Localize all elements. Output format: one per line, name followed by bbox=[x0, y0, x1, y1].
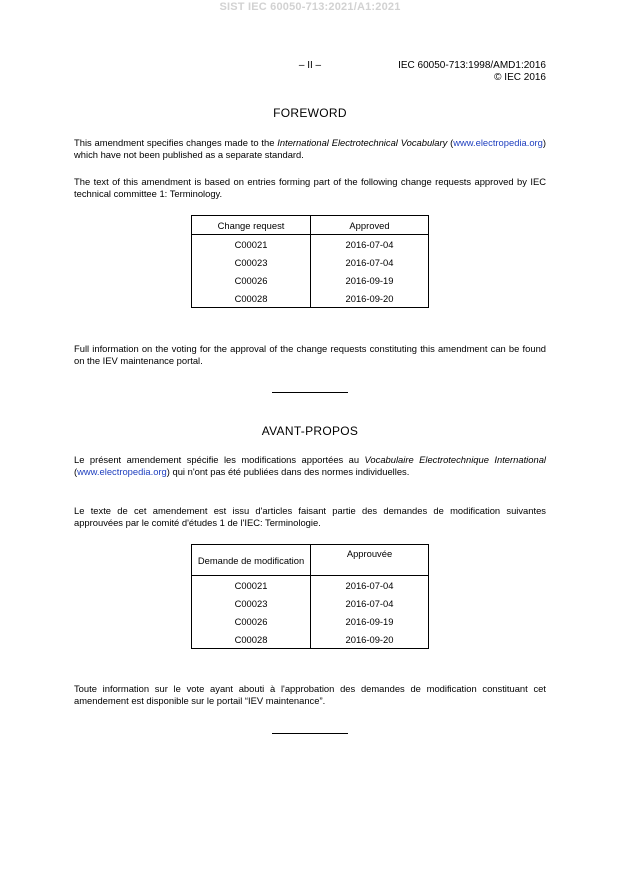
avant-propos-p1-tail: ) qui n'ont pas été publiées dans des normes individuelles. bbox=[166, 466, 410, 477]
table-row bbox=[192, 576, 429, 595]
section-divider bbox=[272, 733, 348, 734]
change-request-id: C00023 bbox=[192, 594, 311, 612]
watermark-text: SIST IEC 60050-713:2021/A1:2021 bbox=[219, 1, 401, 13]
foreword-paragraph-2: The text of this amendment is based on entries forming part of the following change requests approved by IEC technical committee 1: Terminology. bbox=[74, 176, 546, 199]
foreword-title: FOREWORD bbox=[273, 106, 347, 120]
table-row bbox=[192, 235, 429, 254]
table-row bbox=[192, 271, 429, 289]
avant-propos-paragraph-2: Le texte de cet amendement est issu d'articles faisant partie des demandes de modification suivantes approuvées par le comité d'études 1 de l'IEC: Terminologie. bbox=[74, 505, 546, 528]
change-request-id: C00026 bbox=[192, 612, 311, 630]
change-request-id: C00028 bbox=[192, 289, 311, 308]
change-request-id: C00021 bbox=[192, 235, 311, 254]
approval-date: 2016-07-04 bbox=[311, 594, 429, 612]
document-reference bbox=[398, 60, 546, 84]
avant-propos-paragraph-3: Toute information sur le vote ayant abouti à l'approbation des demandes de modification constituant cet amendement est disponible sur le portail “IEV maintenance”. bbox=[74, 683, 546, 706]
approval-date: 2016-07-04 bbox=[311, 253, 429, 271]
table-row bbox=[192, 630, 429, 649]
change-request-id: C00021 bbox=[192, 576, 311, 595]
foreword-p1-tail: ) which have not been published as a separate standard. bbox=[74, 137, 546, 160]
column-header-approuvee: Approuvée bbox=[311, 545, 429, 576]
column-header-change-request: Change request bbox=[192, 216, 311, 235]
section-divider bbox=[272, 392, 348, 393]
table-header-row bbox=[192, 216, 429, 235]
foreword-paragraph-3: Full information on the voting for the approval of the change requests constituting this amendment can be found on the IEV maintenance portal. bbox=[74, 343, 546, 366]
change-request-table bbox=[191, 215, 429, 308]
change-request-id: C00023 bbox=[192, 253, 311, 271]
foreword-p1-text: This amendment specifies changes made to the bbox=[74, 137, 278, 148]
copyright-notice: © IEC 2016 bbox=[494, 72, 546, 83]
avant-propos-p1-text: Le présent amendement spécifie les modifications apportées au bbox=[74, 454, 365, 465]
vei-title: Vocabulaire Electrotechnique International bbox=[364, 454, 546, 465]
approval-date: 2016-09-19 bbox=[311, 612, 429, 630]
doc-ref-number: IEC 60050-713:1998/AMD1:2016 bbox=[398, 60, 546, 71]
approval-date: 2016-07-04 bbox=[311, 576, 429, 595]
iev-title: International Electrotechnical Vocabulary bbox=[277, 137, 448, 148]
table-row bbox=[192, 612, 429, 630]
electropedia-link[interactable]: www.electropedia.org bbox=[453, 137, 543, 148]
table-row bbox=[192, 289, 429, 308]
table-row bbox=[192, 253, 429, 271]
electropedia-link[interactable]: www.electropedia.org bbox=[77, 466, 167, 477]
avant-propos-p1-paren: ( bbox=[74, 466, 78, 477]
approval-date: 2016-09-20 bbox=[311, 289, 429, 308]
avant-propos-paragraph-1 bbox=[74, 454, 546, 478]
approval-date: 2016-09-20 bbox=[311, 630, 429, 649]
column-header-approved: Approved bbox=[311, 216, 429, 235]
foreword-paragraph-1 bbox=[74, 137, 546, 161]
table-header-row bbox=[192, 545, 429, 576]
avant-propos-title: AVANT-PROPOS bbox=[261, 424, 359, 438]
change-request-id: C00026 bbox=[192, 271, 311, 289]
change-request-id: C00028 bbox=[192, 630, 311, 649]
page-number: – II – bbox=[298, 60, 322, 71]
column-header-demande: Demande de modification bbox=[192, 545, 311, 576]
table-row bbox=[192, 594, 429, 612]
demande-modification-table bbox=[191, 544, 429, 649]
foreword-p1-paren: ( bbox=[447, 137, 454, 148]
approval-date: 2016-09-19 bbox=[311, 271, 429, 289]
approval-date: 2016-07-04 bbox=[311, 235, 429, 254]
